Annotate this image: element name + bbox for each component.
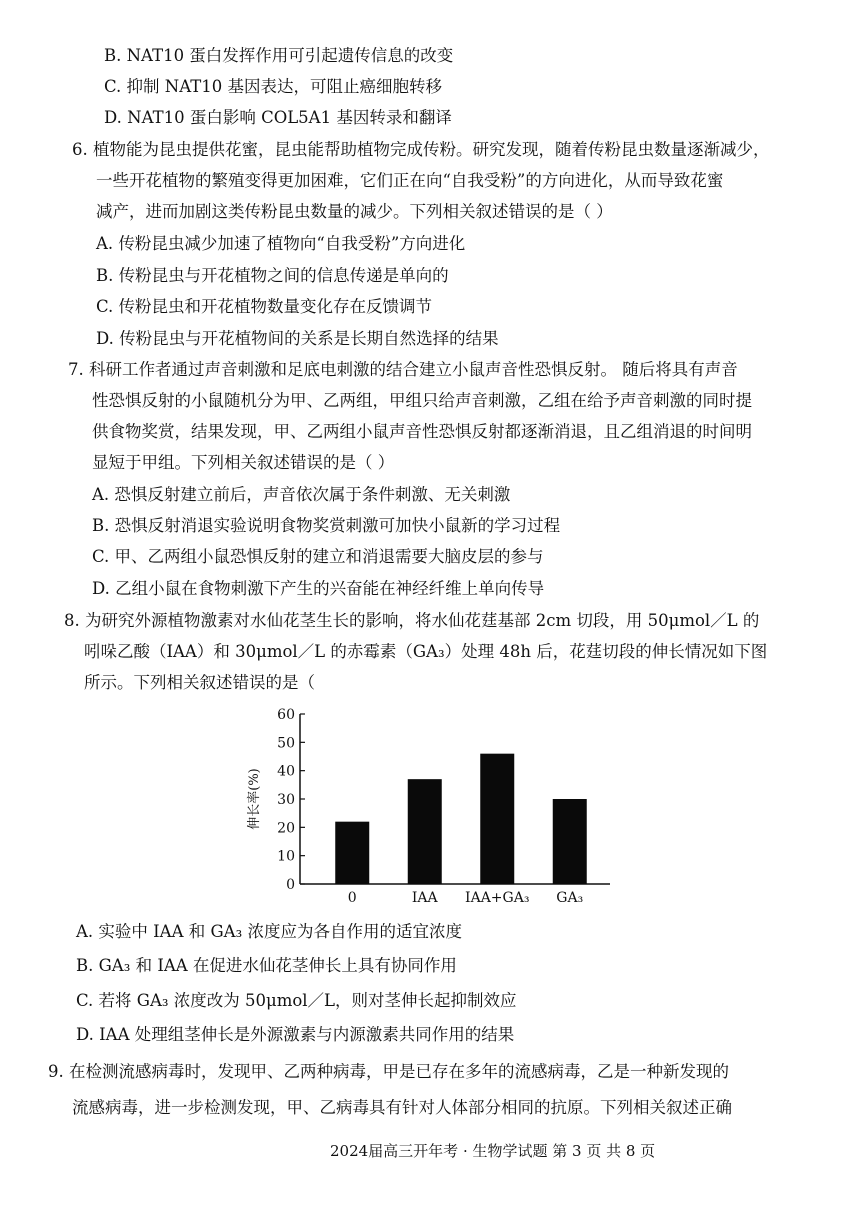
q5-option-d: D. NAT10 蛋白影响 COL5A1 基因转录和翻译 bbox=[104, 108, 452, 127]
q8-stem-line3: 所示。下列相关叙述错误的是（ bbox=[84, 673, 315, 692]
q6-stem-line2: 一些开花植物的繁殖变得更加困难，它们正在向“自我受粉”的方向进化，从而导致花蜜 bbox=[96, 171, 724, 190]
q6-stem-line1: 6. 植物能为昆虫提供花蜜，昆虫能帮助植物完成传粉。研究发现，随着传粉昆虫数量逐渐减少， bbox=[72, 140, 770, 159]
x-tick-label: IAA+GA₃ bbox=[465, 890, 530, 906]
page-footer: 2024届高三开年考 · 生物学试题 第 3 页 共 8 页 bbox=[330, 1142, 656, 1160]
q8-option-c: C. 若将 GA₃ 浓度改为 50μmol／L，则对茎伸长起抑制效应 bbox=[76, 991, 517, 1010]
x-tick-label: GA₃ bbox=[556, 890, 584, 906]
q6-option-c: C. 传粉昆虫和开花植物数量变化存在反馈调节 bbox=[96, 297, 433, 316]
q6-stem-line3: 减产，进而加剧这类传粉昆虫数量的减少。下列相关叙述错误的是（ ） bbox=[96, 202, 613, 221]
bar-3 bbox=[553, 799, 587, 884]
x-tick-label: 0 bbox=[347, 890, 357, 906]
y-tick-label: 40 bbox=[277, 763, 295, 780]
y-tick-label: 0 bbox=[286, 877, 295, 893]
y-tick-label: 60 bbox=[277, 707, 295, 723]
y-tick-label: 50 bbox=[277, 735, 295, 752]
q7-option-c: C. 甲、乙两组小鼠恐惧反射的建立和消退需要大脑皮层的参与 bbox=[92, 547, 544, 566]
q9-stem-line2: 流感病毒，进一步检测发现，甲、乙病毒具有针对人体部分相同的抗原。下列相关叙述正确 bbox=[72, 1098, 732, 1117]
elongation-bar-chart bbox=[230, 700, 620, 915]
q6-option-b: B. 传粉昆虫与开花植物之间的信息传递是单向的 bbox=[96, 266, 449, 285]
bar-2 bbox=[480, 754, 514, 884]
q8-option-a: A. 实验中 IAA 和 GA₃ 浓度应为各自作用的适宜浓度 bbox=[76, 922, 462, 941]
y-tick-label: 10 bbox=[277, 848, 295, 865]
q8-stem-line1: 8. 为研究外源植物激素对水仙花茎生长的影响，将水仙花莛基部 2cm 切段，用 50μmol／L 的 bbox=[64, 611, 760, 630]
q5-option-b: B. NAT10 蛋白发挥作用可引起遗传信息的改变 bbox=[104, 46, 454, 65]
x-tick-label: IAA bbox=[411, 890, 438, 906]
q7-option-b: B. 恐惧反射消退实验说明食物奖赏刺激可加快小鼠新的学习过程 bbox=[92, 516, 561, 535]
q7-option-a: A. 恐惧反射建立前后，声音依次属于条件刺激、无关刺激 bbox=[92, 485, 511, 504]
q7-stem-line2: 性恐惧反射的小鼠随机分为甲、乙两组，甲组只给声音刺激，乙组在给予声音刺激的同时提 bbox=[92, 391, 752, 410]
q7-stem-line3: 供食物奖赏，结果发现，甲、乙两组小鼠声音性恐惧反射都逐渐消退，且乙组消退的时间明 bbox=[92, 422, 752, 441]
bar-1 bbox=[408, 779, 442, 884]
q8-option-d: D. IAA 处理组茎伸长是外源激素与内源激素共同作用的结果 bbox=[76, 1025, 515, 1044]
y-tick-label: 30 bbox=[277, 792, 295, 808]
q7-stem-line1: 7. 科研工作者通过声音刺激和足底电刺激的结合建立小鼠声音性恐惧反射。 随后将具有声音 bbox=[68, 360, 738, 379]
q5-option-c: C. 抑制 NAT10 基因表达，可阻止癌细胞转移 bbox=[104, 77, 442, 96]
q7-option-d: D. 乙组小鼠在食物刺激下产生的兴奋能在神经纤维上单向传导 bbox=[92, 579, 545, 598]
q9-stem-line1: 9. 在检测流感病毒时，发现甲、乙两种病毒，甲是已存在多年的流感病毒，乙是一种新发现的 bbox=[48, 1062, 729, 1081]
q6-option-d: D. 传粉昆虫与开花植物间的关系是长期自然选择的结果 bbox=[96, 329, 499, 348]
q6-option-a: A. 传粉昆虫减少加速了植物向“自我受粉”方向进化 bbox=[96, 234, 466, 253]
q8-option-b: B. GA₃ 和 IAA 在促进水仙花茎伸长上具有协同作用 bbox=[76, 956, 457, 975]
q8-stem-line2: 吲哚乙酸（IAA）和 30μmol／L 的赤霉素（GA₃）处理 48h 后，花莛切段的伸长情况如下图 bbox=[84, 642, 768, 661]
y-axis-label: 伸长率(%) bbox=[247, 768, 262, 830]
bar-0 bbox=[335, 822, 369, 884]
q7-stem-line4: 显短于甲组。下列相关叙述错误的是（ ） bbox=[92, 453, 395, 472]
y-tick-label: 20 bbox=[277, 820, 295, 837]
